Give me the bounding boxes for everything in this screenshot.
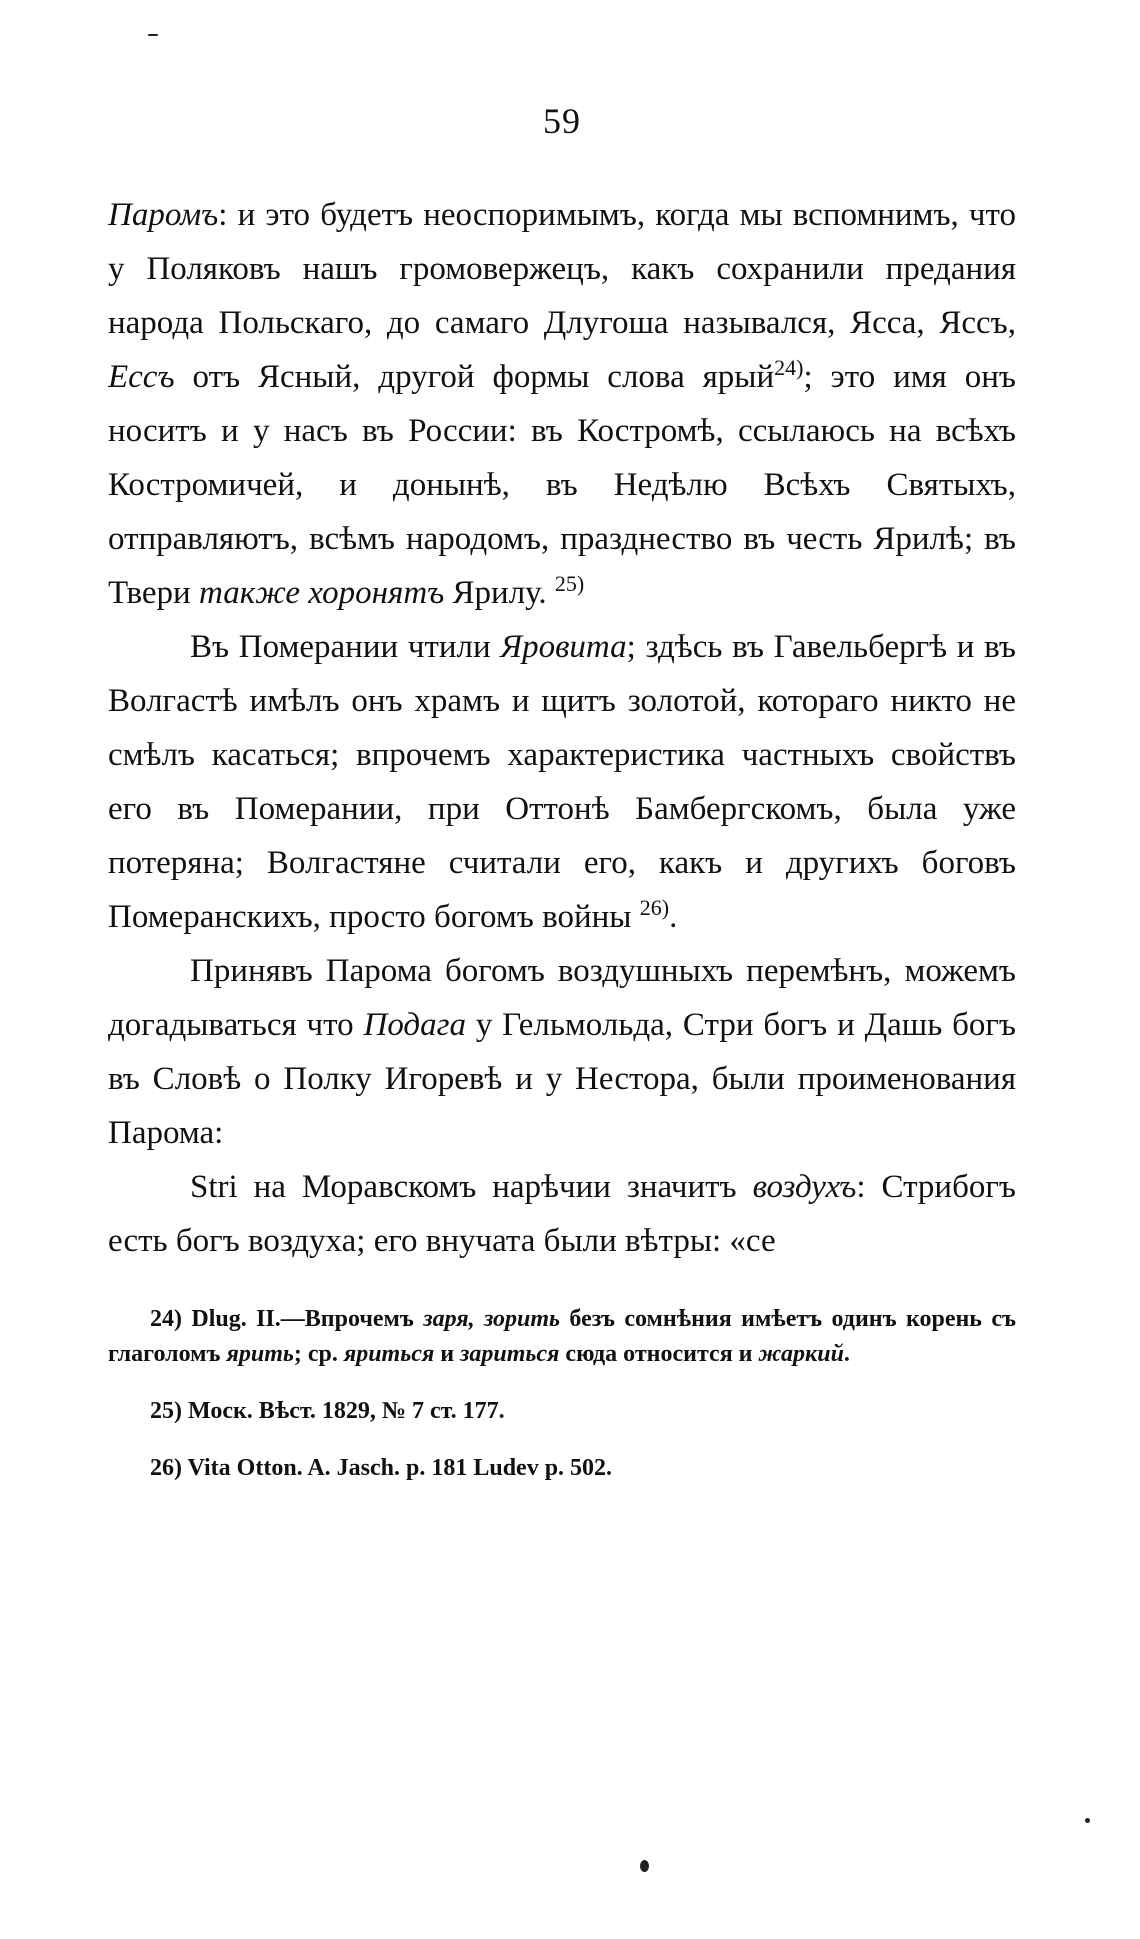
book-page [108, 100, 1016, 1508]
footnote-24 [108, 1302, 1016, 1372]
paragraph-1-run: отъ Ясный, другой формы слова ярый [174, 359, 775, 395]
paragraph-4-run: : Стрибогъ есть богъ воздуха; его внучата были вѣтры: «се [108, 1169, 1016, 1259]
footnote-run: 26) Vita Otton. A. Jasch. p. 181 Ludev p. 502. [150, 1455, 613, 1481]
paragraph-1-run: 25) [554, 571, 585, 596]
footnote-run: 25) Моск. Вѣст. 1829, № 7 ст. 177. [150, 1398, 505, 1424]
page-number: 59 [543, 101, 581, 141]
footnotes [108, 1302, 1016, 1486]
paragraph-2-run: 26) [639, 895, 670, 920]
footnote-run: . [843, 1341, 850, 1367]
paragraph-4-run: Stri на Моравскомъ нарѣчии значитъ [190, 1169, 753, 1205]
footnote-run: заря, зорить [423, 1306, 561, 1332]
paragraph-2-run: . [669, 899, 678, 935]
paragraph-3 [108, 944, 1016, 1160]
footnote-run: и [434, 1341, 461, 1367]
footnote-25 [108, 1394, 1016, 1429]
footnote-run: сюда относится и [559, 1341, 759, 1367]
footnote-run: ; ср. [293, 1341, 344, 1367]
footnote-run: 24) Dlug. II.—Впрочемъ [150, 1306, 424, 1332]
paragraph-1-run: ; это имя онъ носитъ и у насъ въ России: въ Костромѣ, ссылаюсь на всѣхъ Костромичей, и донынѣ, въ Недѣлю Всѣхъ Святыхъ, отправляютъ, всѣмъ народомъ, празднество въ честь Ярилѣ; въ Твери [108, 359, 1016, 611]
paragraph-2-run: Яровита [500, 629, 627, 665]
paragraph-3-run: у Гельмольда, Стри богъ и Дашь богъ въ Словѣ о Полку Игоревѣ и у Нестора, были проименования Парома: [108, 1007, 1016, 1151]
paragraph-2-run: ; здѣсь въ Гавельбергѣ и въ Волгастѣ имѣлъ онъ храмъ и щитъ золотой, котораго никто не смѣлъ касаться; впрочемъ характеристика частныхъ свойствъ его въ Померании, при Оттонѣ Бамбергскомъ, была уже потеряна; Волгастяне считали его, какъ и другихъ боговъ Померанскихъ, просто богомъ войны [108, 629, 1016, 935]
footnote-26 [108, 1451, 1016, 1486]
footnote-run: ярить [226, 1341, 294, 1367]
paragraph-3-run: Принявъ Парома богомъ воздушныхъ перемѣнъ, можемъ догадываться что [108, 953, 1016, 1043]
paragraph-3-run: Подага [363, 1007, 466, 1043]
paragraph-4 [108, 1160, 1016, 1268]
paragraph-1-run: Паромъ [108, 197, 219, 233]
paragraph-1-run: : и это будетъ неоспоримымъ, когда мы вспомнимъ, что у Поляковъ нашъ громовержецъ, какъ сохранили предания народа Польскаго, до самаго Длугоша назывался, Ясса, Яссъ, [108, 197, 1016, 341]
paragraph-1-run: Есcъ [108, 359, 175, 395]
footnote-run: зариться [460, 1341, 560, 1367]
paragraph-1-run: также хоронятъ [198, 575, 445, 611]
paragraph-1-run: 24) [774, 355, 804, 380]
footnote-run: яриться [343, 1341, 435, 1367]
paragraph-1 [108, 188, 1016, 620]
body-text [108, 188, 1016, 1268]
scan-speck [148, 34, 158, 36]
scan-speck [640, 1860, 649, 1872]
paragraph-1-run: Ярилу. [444, 575, 555, 611]
scan-speck [1085, 1818, 1090, 1823]
paragraph-2 [108, 620, 1016, 944]
footnote-run: жаркий [758, 1341, 844, 1367]
paragraph-4-run: воздухъ [752, 1169, 857, 1205]
footnote-run: безъ сомнѣния имѣетъ одинъ корень съ глаголомъ [108, 1306, 1016, 1367]
paragraph-2-run: Въ Померании чтили [190, 629, 501, 665]
